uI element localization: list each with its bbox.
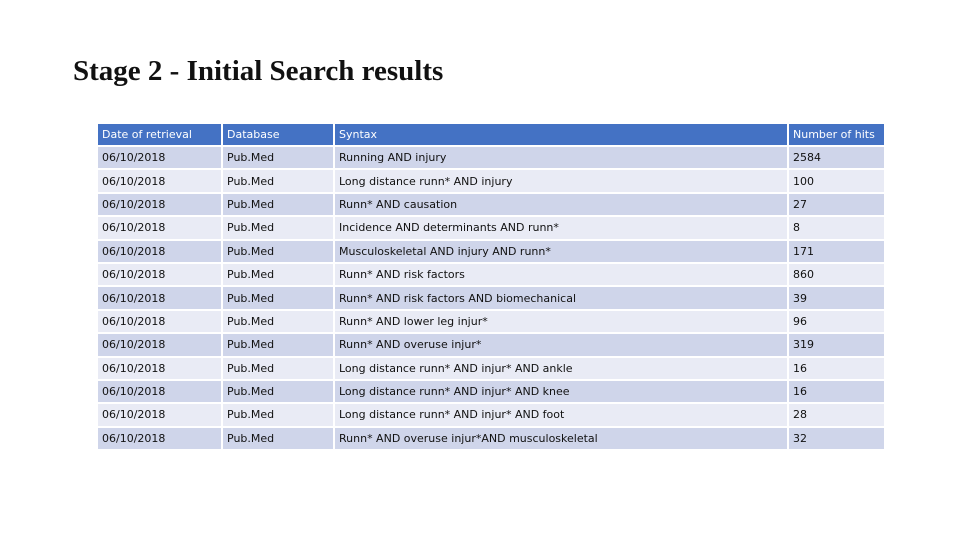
- table-row: [98, 241, 884, 262]
- cell-date: 06/10/2018: [98, 287, 221, 308]
- cell-hits: 32: [789, 428, 884, 449]
- cell-date: 06/10/2018: [98, 217, 221, 238]
- cell-syntax: Runn* AND overuse injur*: [335, 334, 787, 355]
- cell-hits: 8: [789, 217, 884, 238]
- header-number-of-hits: Number of hits: [789, 124, 884, 145]
- cell-database: Pub.Med: [223, 194, 333, 215]
- results-table: [96, 122, 886, 451]
- cell-syntax: Running AND injury: [335, 147, 787, 168]
- cell-date: 06/10/2018: [98, 311, 221, 332]
- table-row: [98, 358, 884, 379]
- cell-syntax: Runn* AND lower leg injur*: [335, 311, 787, 332]
- cell-hits: 39: [789, 287, 884, 308]
- cell-hits: 28: [789, 404, 884, 425]
- cell-syntax: Long distance runn* AND injur* AND ankle: [335, 358, 787, 379]
- cell-date: 06/10/2018: [98, 334, 221, 355]
- cell-date: 06/10/2018: [98, 241, 221, 262]
- cell-syntax: Incidence AND determinants AND runn*: [335, 217, 787, 238]
- cell-date: 06/10/2018: [98, 170, 221, 191]
- cell-syntax: Runn* AND causation: [335, 194, 787, 215]
- cell-date: 06/10/2018: [98, 381, 221, 402]
- cell-hits: 16: [789, 358, 884, 379]
- table-row: [98, 147, 884, 168]
- cell-date: 06/10/2018: [98, 147, 221, 168]
- table-row: [98, 381, 884, 402]
- cell-date: 06/10/2018: [98, 358, 221, 379]
- cell-database: Pub.Med: [223, 404, 333, 425]
- cell-date: 06/10/2018: [98, 404, 221, 425]
- cell-database: Pub.Med: [223, 311, 333, 332]
- cell-hits: 16: [789, 381, 884, 402]
- table-row: [98, 428, 884, 449]
- table-row: [98, 311, 884, 332]
- cell-database: Pub.Med: [223, 241, 333, 262]
- cell-date: 06/10/2018: [98, 264, 221, 285]
- cell-database: Pub.Med: [223, 428, 333, 449]
- cell-database: Pub.Med: [223, 381, 333, 402]
- cell-syntax: Long distance runn* AND injury: [335, 170, 787, 191]
- cell-database: Pub.Med: [223, 147, 333, 168]
- cell-hits: 319: [789, 334, 884, 355]
- table-row: [98, 194, 884, 215]
- header-date-of-retrieval: Date of retrieval: [98, 124, 221, 145]
- cell-database: Pub.Med: [223, 358, 333, 379]
- cell-syntax: Runn* AND risk factors: [335, 264, 787, 285]
- cell-database: Pub.Med: [223, 170, 333, 191]
- cell-database: Pub.Med: [223, 217, 333, 238]
- table-row: [98, 264, 884, 285]
- table-header-row: [98, 124, 884, 145]
- cell-syntax: Long distance runn* AND injur* AND knee: [335, 381, 787, 402]
- cell-syntax: Runn* AND risk factors AND biomechanical: [335, 287, 787, 308]
- cell-hits: 96: [789, 311, 884, 332]
- table-row: [98, 287, 884, 308]
- cell-hits: 100: [789, 170, 884, 191]
- cell-hits: 27: [789, 194, 884, 215]
- cell-database: Pub.Med: [223, 287, 333, 308]
- cell-database: Pub.Med: [223, 334, 333, 355]
- page-title: Stage 2 - Initial Search results: [73, 55, 444, 87]
- cell-hits: 2584: [789, 147, 884, 168]
- cell-syntax: Runn* AND overuse injur*AND musculoskeletal: [335, 428, 787, 449]
- cell-syntax: Musculoskeletal AND injury AND runn*: [335, 241, 787, 262]
- cell-date: 06/10/2018: [98, 194, 221, 215]
- cell-syntax: Long distance runn* AND injur* AND foot: [335, 404, 787, 425]
- table-row: [98, 217, 884, 238]
- cell-date: 06/10/2018: [98, 428, 221, 449]
- header-syntax: Syntax: [335, 124, 787, 145]
- cell-hits: 171: [789, 241, 884, 262]
- table-row: [98, 170, 884, 191]
- cell-hits: 860: [789, 264, 884, 285]
- header-database: Database: [223, 124, 333, 145]
- table-row: [98, 404, 884, 425]
- table-row: [98, 334, 884, 355]
- cell-database: Pub.Med: [223, 264, 333, 285]
